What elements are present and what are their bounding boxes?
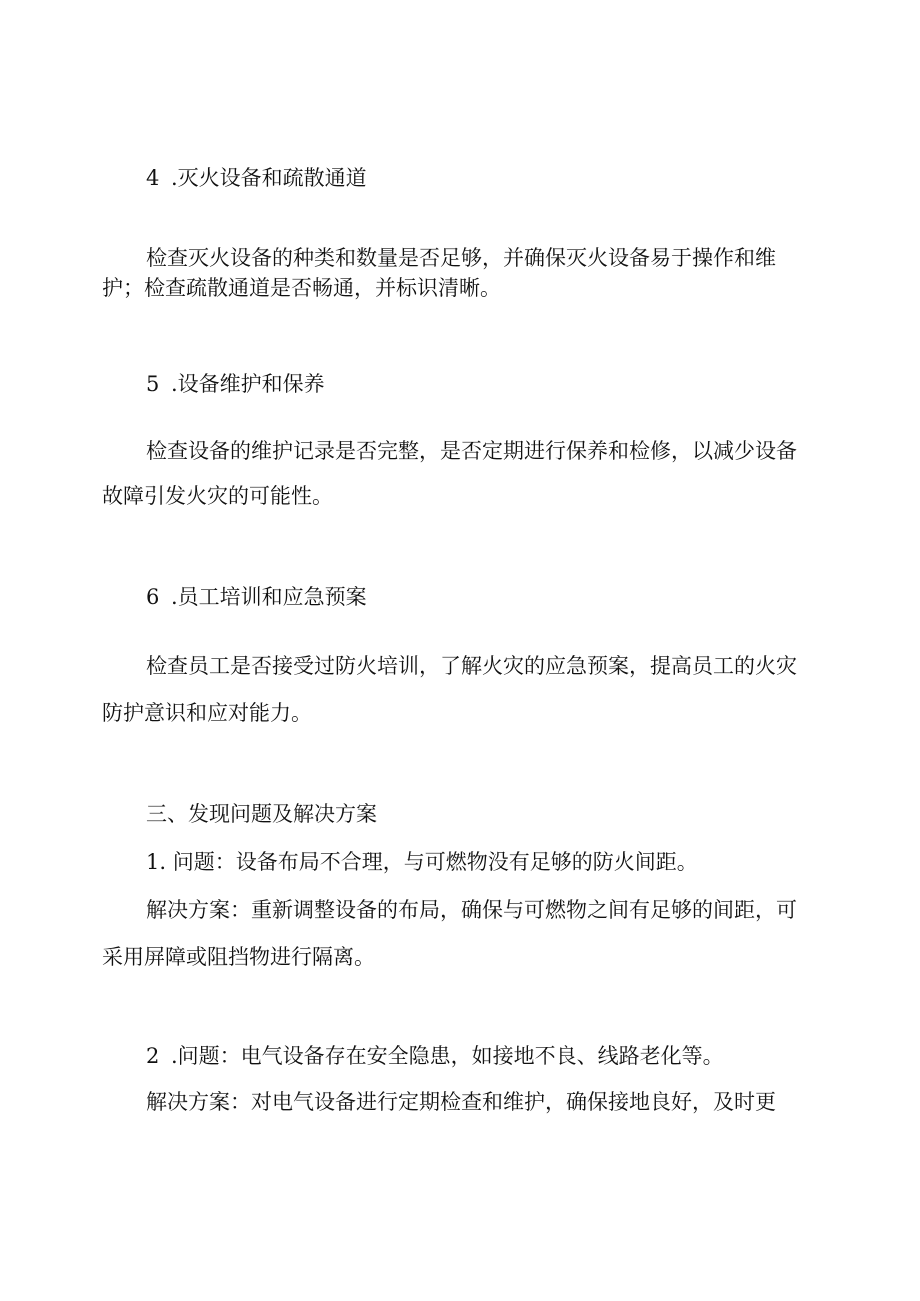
solution-line: 解决方案：对电气设备进行定期检查和维护，确保接地良好，及时更: [146, 1090, 776, 1114]
problem-line: 1. 问题：设备布局不合理，与可燃物没有足够的防火间距。: [146, 850, 698, 874]
section-number: 5: [146, 372, 160, 396]
paragraph-line: 防护意识和应对能力。: [102, 701, 312, 725]
problem-number: 2: [146, 1044, 160, 1068]
paragraph-line: 检查员工是否接受过防火培训，了解火灾的应急预案，提高员工的火灾: [146, 654, 797, 678]
paragraph-line: 检查设备的维护记录是否完整，是否定期进行保养和检修，以减少设备: [146, 439, 797, 463]
section-heading-5: [146, 370, 325, 398]
section-title: .员工培训和应急预案: [171, 585, 367, 609]
section-number: 4: [146, 166, 160, 190]
paragraph-line: 护；检查疏散通道是否畅通，并标识清晰。: [102, 276, 501, 300]
paragraph-line: 检查灭火设备的种类和数量是否足够，并确保灭火设备易于操作和维: [146, 246, 776, 270]
section-heading-6: [146, 583, 367, 611]
problem-text: .问题：电气设备存在安全隐患，如接地不良、线路老化等。: [171, 1044, 724, 1068]
paragraph-line: 故障引发火灾的可能性。: [102, 484, 333, 508]
section-title: .设备维护和保养: [171, 372, 325, 396]
section-number: 6: [146, 585, 160, 609]
solution-line: 解决方案：重新调整设备的布局，确保与可燃物之间有足够的间距，可: [146, 898, 797, 922]
section-heading-4: [146, 164, 367, 192]
section-title: .灭火设备和疏散通道: [171, 166, 367, 190]
solution-line: 采用屏障或阻挡物进行隔离。: [102, 945, 375, 969]
problem-line: [146, 1042, 724, 1070]
chapter-title: 三、发现问题及解决方案: [146, 802, 377, 826]
